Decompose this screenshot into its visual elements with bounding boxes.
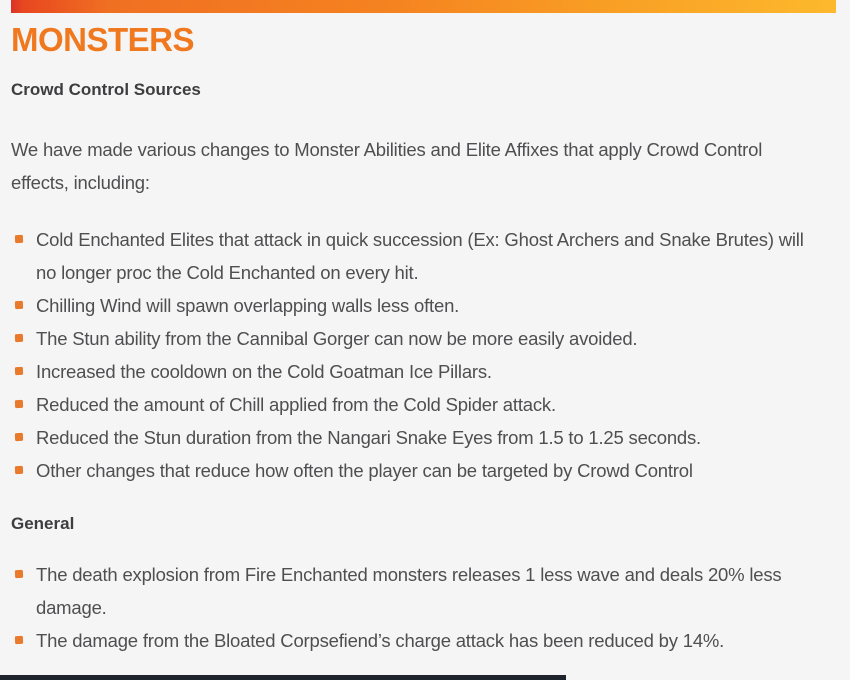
list-item [11, 558, 823, 624]
list-item [11, 322, 823, 355]
bullet-square-icon [15, 367, 23, 375]
bullet-square-icon [15, 433, 23, 441]
bullet-square-icon [15, 636, 23, 644]
list-item [11, 421, 823, 454]
bullet-square-icon [15, 301, 23, 309]
bottom-bar [0, 675, 566, 680]
bullet-square-icon [15, 570, 23, 578]
subsection-heading-general: General [11, 514, 75, 533]
intro-paragraph: We have made various changes to Monster Abilities and Elite Affixes that apply Crowd Control effects, including: [11, 139, 763, 193]
section-divider-bar [11, 0, 836, 13]
page-title: MONSTERS [11, 21, 195, 58]
list-item-text: Increased the cooldown on the Cold Goatman Ice Pillars. [36, 361, 492, 382]
list-item-text: Reduced the Stun duration from the Nangari Snake Eyes from 1.5 to 1.25 seconds. [36, 427, 701, 448]
list-item-text: Other changes that reduce how often the player can be targeted by Crowd Control [36, 460, 693, 481]
bullet-square-icon [15, 466, 23, 474]
list-item-text: Reduced the amount of Chill applied from the Cold Spider attack. [36, 394, 556, 415]
list-item [11, 355, 823, 388]
list-item [11, 624, 823, 657]
bullet-square-icon [15, 400, 23, 408]
list-item-text: Cold Enchanted Elites that attack in quick succession (Ex: Ghost Archers and Snake Brutes) will no longer proc the Cold Enchanted on every hit. [36, 229, 804, 283]
list-item-text: The Stun ability from the Cannibal Gorger can now be more easily avoided. [36, 328, 638, 349]
bullet-square-icon [15, 334, 23, 342]
list-item-text: Chilling Wind will spawn overlapping walls less often. [36, 295, 460, 316]
list-item [11, 388, 823, 421]
list-item [11, 454, 823, 487]
list-item [11, 223, 823, 289]
list-item-text: The death explosion from Fire Enchanted monsters releases 1 less wave and deals 20% less damage. [36, 564, 782, 618]
subsection-heading-crowd-control-sources: Crowd Control Sources [11, 80, 201, 99]
bullet-square-icon [15, 235, 23, 243]
general-changes-list [11, 558, 823, 657]
crowd-control-changes-list [11, 223, 823, 487]
list-item-text: The damage from the Bloated Corpsefiend’s charge attack has been reduced by 14%. [36, 630, 725, 651]
list-item [11, 289, 823, 322]
